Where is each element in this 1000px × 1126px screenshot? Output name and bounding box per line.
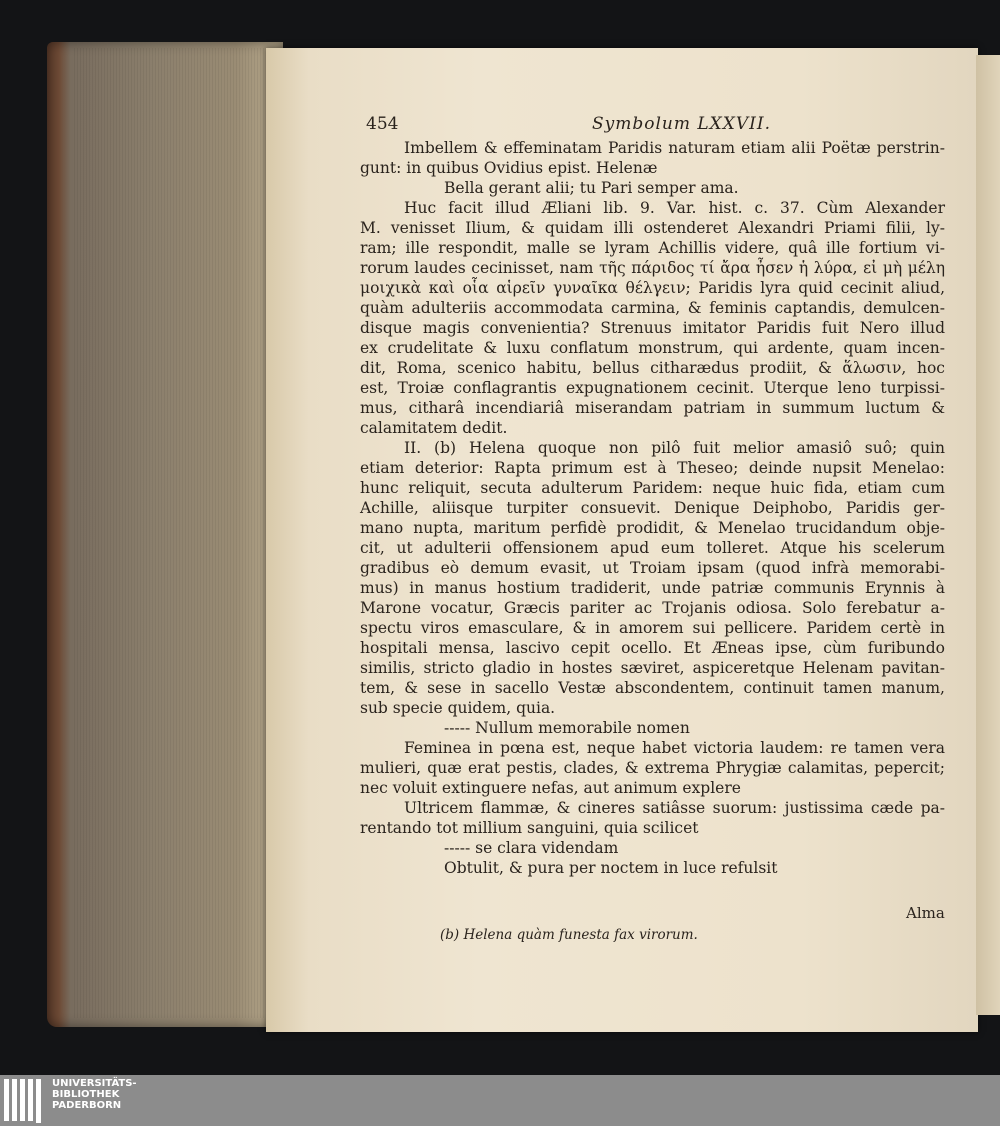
text-line: tem, & sese in sacello Vestæ abscondentem, continuit tamen manum,	[360, 679, 945, 697]
text-line: μοιχικὰ καὶ οἷα αἱρεῖν γυναῖκα θέλγειν; Paridis lyra quid cecinit aliud,	[360, 279, 945, 297]
text-line: disque magis convenientia? Strenuus imitator Paridis fuit Nero illud	[360, 319, 945, 337]
text-line: rorum laudes cecinisset, nam τῆς πάριδος τί ἄρα ἦσεν ἡ λύρα, εἰ μὴ μέλη	[360, 259, 945, 277]
logo-line-1: UNIVERSITÄTS-	[52, 1078, 137, 1089]
text-line: II. (b) Helena quoque non pilô fuit melior amasiô suô; quin	[404, 439, 945, 457]
text-line: ex crudelitate & luxu conflatum monstrum, qui ardente, quam incen-	[360, 339, 945, 357]
verse-line: ----- Nullum memorabile nomen	[444, 719, 690, 737]
text-line: calamitatem dedit.	[360, 419, 508, 437]
logo-line-3: PADERBORN	[52, 1100, 122, 1111]
text-line: mus) in manus hostium tradiderit, unde patriæ communis Erynnis à	[360, 579, 945, 597]
page-text	[360, 114, 945, 878]
text-line: ram; ille respondit, malle se lyram Achillis videre, quâ ille fortium vi-	[360, 239, 945, 257]
text-line: spectu viros emasculare, & in amorem sui pellicere. Paridem certè in	[360, 619, 945, 637]
text-line: gunt: in quibus Ovidius epist. Helenæ	[360, 159, 658, 177]
text-line: Feminea in pœna est, neque habet victoria laudem: re tamen vera	[404, 739, 945, 757]
text-line: mus, citharâ incendiariâ miserandam patriam in summum luctum &	[360, 399, 945, 417]
text-line: Huc facit illud Æliani lib. 9. Var. hist. c. 37. Cùm Alexander	[404, 199, 945, 217]
verse-line: ----- se clara videndam	[444, 839, 619, 857]
page-edge-texture	[74, 48, 274, 1018]
text-line: etiam deterior: Rapta primum est à Theseo; deinde nupsit Menelao:	[360, 459, 945, 477]
catchword: Alma	[906, 904, 945, 922]
facing-page-edge	[976, 55, 1000, 1015]
text-line: Ultricem flammæ, & cineres satiâsse suorum: justissima cæde pa-	[404, 799, 945, 817]
text-line: sub specie quidem, quia.	[360, 699, 556, 717]
library-logo-text	[52, 1078, 137, 1111]
logo-line-2: BIBLIOTHEK	[52, 1089, 120, 1100]
text-line: nec voluit extinguere nefas, aut animum explere	[360, 779, 741, 797]
text-line: Bella gerant alii; tu Pari semper ama.	[444, 179, 739, 197]
text-line: rentando tot millium sanguini, quia scilicet	[360, 819, 699, 837]
text-line: mulieri, quæ erat pestis, clades, & extrema Phrygiæ calamitas, pepercit;	[360, 759, 945, 777]
running-head: Symbolum LXXVII.	[592, 114, 772, 134]
text-line: quàm adulteriis accommodata carmina, & feminis captandis, demulcen-	[360, 299, 945, 317]
page-header	[360, 114, 945, 138]
text-line: dit, Roma, scenico habitu, bellus citharædus prodiit, & ἅλωσιν, hoc	[360, 359, 945, 377]
text-line: Marone vocatur, Græcis pariter ac Trojanis odiosa. Solo ferebatur a-	[360, 599, 945, 617]
text-line: gradibus eò demum evasit, ut Troiam ipsam (quod infrà memorabi-	[360, 559, 945, 577]
library-footer-bar	[0, 1075, 1000, 1126]
text-line: est, Troiæ conflagrantis expugnationem cecinit. Uterque leno turpissi-	[360, 379, 945, 397]
text-line: hospitali mensa, lascivo cepit ocello. Et Æneas ipse, cùm furibundo	[360, 639, 945, 657]
text-line: Imbellem & effeminatam Paridis naturam etiam alii Poëtæ perstrin-	[404, 139, 945, 157]
text-line: cit, ut adulterii offensionem apud eum tolleret. Atque his scelerum	[360, 539, 945, 557]
text-line: Achille, aliisque turpiter consuevit. Denique Deiphobo, Paridis ger-	[360, 499, 945, 517]
text-line: hunc reliquit, secuta adulterum Paridem: neque huic fida, etiam cum	[360, 479, 945, 497]
footnote: (b) Helena quàm funesta fax virorum.	[440, 927, 698, 943]
text-line: similis, stricto gladio in hostes sæviret, aspiceretque Helenam pavitan-	[360, 659, 945, 677]
page-number: 454	[366, 114, 399, 134]
verse-line: Obtulit, & pura per noctem in luce refulsit	[444, 859, 778, 877]
library-logo-icon	[4, 1079, 48, 1123]
text-line: M. venisset Ilium, & quidam illi ostenderet Alexandri Priami filii, ly-	[360, 219, 945, 237]
text-line: mano nupta, maritum perfidè prodidit, & Menelao trucidandum obje-	[360, 519, 945, 537]
